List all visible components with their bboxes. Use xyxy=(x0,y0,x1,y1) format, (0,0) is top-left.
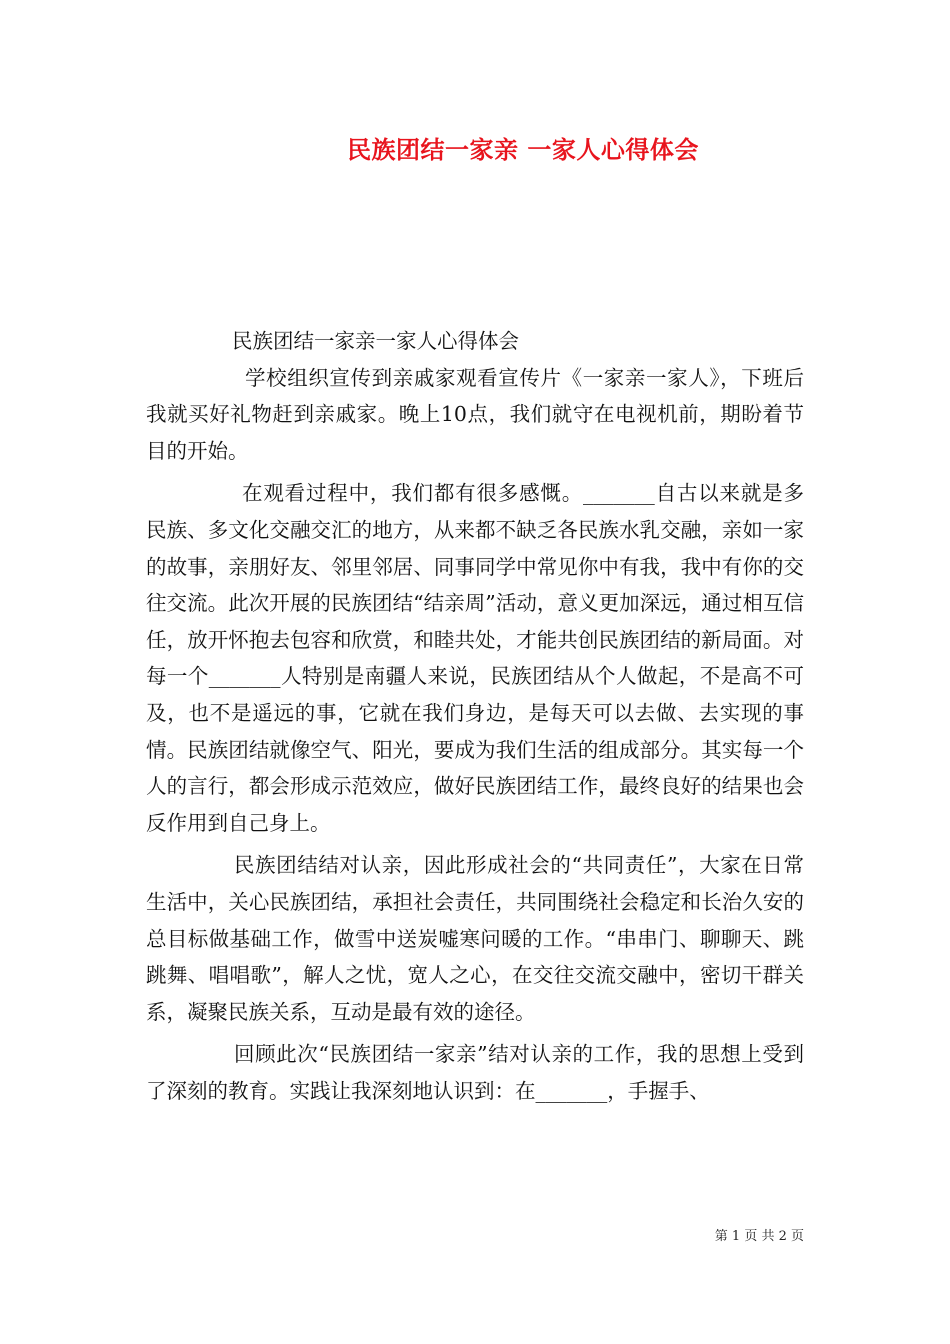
document-title: 民族团结一家亲 一家人心得体会 xyxy=(347,136,699,164)
paragraph-4: 回顾此次“民族团结一家亲”结对认亲的工作，我的思想上受到了深刻的教育。实践让我深刻地认识到：在_______，手握手、 xyxy=(146,1042,804,1103)
document-body xyxy=(146,323,804,1109)
document-subtitle: 民族团结一家亲一家人心得体会 xyxy=(232,329,519,353)
paragraph-2: 在观看过程中，我们都有很多感慨。_______自古以来就是多民族、多文化交融交汇的地方，从来都不缺乏各民族水乳交融，亲如一家的故事，亲朋好友、邻里邻居、同事同学中常见你中有我，我中有你的交往交流。此次开展的民族团结“结亲周”活动，意义更加深远，通过相互信任，放开怀抱去包容和欣赏，和睦共处，才能共创民族团结的新局面。对每一个_______人特别是南疆人来说，民族团结从个人做起，不是高不可及，也不是遥远的事，它就在我们身边，是每天可以去做、去实现的事情。民族团结就像空气、阳光，要成为我们生活的组成部分。其实每一个人的言行，都会形成示范效应，做好民族团结工作，最终良好的结果也会反作用到自己身上。 xyxy=(146,481,804,835)
page-footer: 第 1 页 共 2 页 xyxy=(714,1229,804,1244)
paragraph-3: 民族团结结对认亲，因此形成社会的“共同责任”，大家在日常生活中，关心民族团结，承担社会责任，共同围绕社会稳定和长治久安的总目标做基础工作，做雪中送炭嘘寒问暖的工作。“串串门、聊聊天、跳跳舞、唱唱歌”，解人之忧，宽人之心，在交往交流交融中，密切干群关系，凝聚民族关系，互动是最有效的途径。 xyxy=(146,853,804,1024)
paragraph-1: 学校组织宣传到亲戚家观看宣传片《一家亲一家人》，下班后我就买好礼物赶到亲戚家。晚上10点，我们就守在电视机前，期盼着节目的开始。 xyxy=(146,365,804,463)
